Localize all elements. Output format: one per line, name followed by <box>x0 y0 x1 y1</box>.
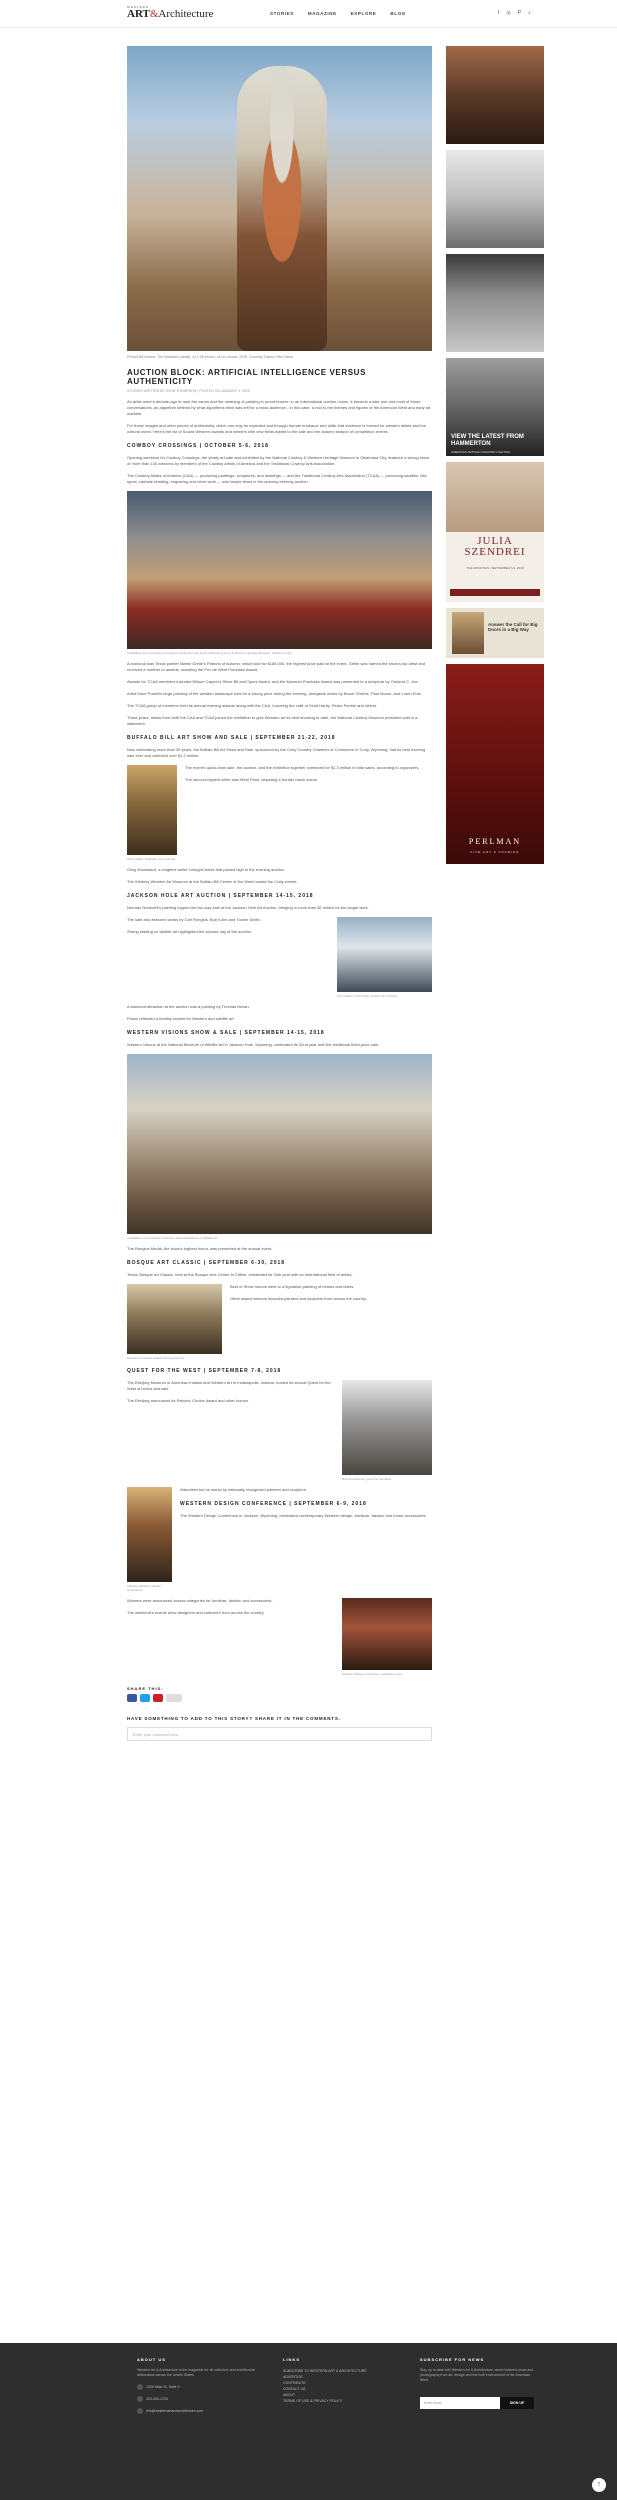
footer-link-contact[interactable]: CONTACT US <box>283 2387 306 2391</box>
footer-link-terms[interactable]: TERMS OF USE & PRIVACY POLICY <box>283 2399 343 2403</box>
post-title: AUCTION BLOCK: ARTIFICIAL INTELLIGENCE VERSUS AUTHENTICITY <box>127 367 366 386</box>
back-to-top-button[interactable] <box>592 2478 606 2492</box>
share-more-button[interactable] <box>166 1694 182 1702</box>
ad-text: Answer the Call for Big Doors in a Big Way <box>488 622 538 632</box>
float-row <box>127 1487 432 1592</box>
footer-link-list <box>283 2368 393 2404</box>
paragraph: The Western Design Conference in Jackson, Wyoming, celebrated contemporary Western design, furniture, fashion and home accessories. <box>180 1512 427 1518</box>
footer-about-text: Western Art & Architecture is the magazine for all collectors and architecture aficionados across the United States. <box>137 2368 255 2377</box>
ad-portrait-image <box>446 462 544 532</box>
logo-right: Architecture <box>158 8 214 20</box>
paragraph: Awards for TCAA members included Wilson Capron's Silver Bit and Spurs Award, and the Museum Purchase Award was presented to a sculpture by Oreland C. Joe. <box>127 678 419 684</box>
section-heading: WESTERN VISIONS SHOW & SALE | SEPTEMBER 14-15, 2018 <box>127 1029 325 1036</box>
sidebar-ad-arrange[interactable] <box>446 254 544 352</box>
footer-heading: LINKS <box>283 2357 300 2362</box>
site-footer <box>0 2343 617 2500</box>
float-text <box>180 1487 432 1592</box>
image-caption: Western Design Conference, installation view. <box>342 1671 403 1676</box>
ad-subtitle: THE MOUNTAIN | SEPTEMBER 6-9, 2018 <box>466 566 524 570</box>
footer-link-contribute[interactable]: CONTRIBUTE <box>283 2381 306 2385</box>
section-heading: BOSQUE ART CLASSIC | SEPTEMBER 6-30, 2018 <box>127 1259 286 1266</box>
hero-figure <box>237 66 327 351</box>
float-text <box>127 1598 334 1676</box>
image-caption: Bosque Art Classic award-winning painting. <box>127 1355 185 1360</box>
sidebar <box>446 46 544 870</box>
footer-link-advertise[interactable]: ADVERTISE <box>283 2375 303 2379</box>
float-text <box>127 1380 334 1481</box>
share-buttons <box>127 1694 432 1702</box>
float-row <box>127 765 432 861</box>
sidebar-ad-hammerton[interactable] <box>446 358 544 456</box>
intro-paragraph: For those images and other pieces of authenticity, which can only be exploited and through human endeavor and skills that evidence is formed for western artists and the cultural worth. Here's the list of Sound Western awards and winners with new fields added to the sale and the autumn season of competition events. <box>127 422 426 434</box>
paragraph: A standout attraction at the auction was a painting by Thomas Moran. <box>127 1003 250 1009</box>
email-icon <box>137 2408 143 2414</box>
footer-newsletter-text: Stay up to date with Western Art & Architecture, which features news and photography from art, design and the built environment of the American West. <box>420 2368 534 2382</box>
facebook-icon[interactable]: f <box>498 10 500 16</box>
post-meta: STORIES WRITTEN BY JOHN THOMPSON | POSTED ON JANUARY 4, 2019 <box>127 388 250 393</box>
paragraph: The second-highest seller was Mehl Paint, depicting a frontier ranch scene. <box>185 776 319 782</box>
sidebar-ad-kitchen[interactable] <box>446 150 544 248</box>
footer-heading: SUBSCRIBE FOR NEWS <box>420 2357 485 2362</box>
newsletter-email-input[interactable]: Enter email <box>420 2397 500 2409</box>
float-image <box>342 1380 432 1481</box>
paragraph: Now celebrating more than 35 years, the Buffalo Bill Art Show and Sale, sponsored by the Cody Country Chamber of Commerce in Cody, Wyoming, had its best evening sale ever and collected over $1.2 million. <box>127 746 426 758</box>
ad-subtitle: FINE ART & FRAMING <box>470 850 520 854</box>
search-icon[interactable]: ⌕ <box>528 10 531 16</box>
footer-newsletter <box>420 2357 540 2409</box>
logo-left: ART <box>127 8 150 20</box>
paragraph: Texas' Bosque Art Classic, held at the Bosque Arts Center in Clifton, celebrated its 34th year with an international field of artists. <box>127 1271 353 1277</box>
ad-artist-last-name: SZENDREI <box>464 546 526 558</box>
ad-perlman-logo: PERLMAN <box>468 837 522 846</box>
site-header <box>0 0 617 28</box>
email-text[interactable]: info@westernartandarchitecture.com <box>146 2409 204 2413</box>
float-text <box>127 917 329 998</box>
float-text <box>185 765 432 861</box>
paragraph: Winners were announced across categories for furniture, fashion and accessories. <box>127 1597 273 1603</box>
image-caption: Installation view of Western Visions, National Museum of Wildlife Art. <box>127 1235 219 1240</box>
share-pinterest-button[interactable] <box>153 1694 163 1702</box>
paragraph: Strong bidding on wildlife art highlighted the second day of the auction. <box>127 928 253 934</box>
float-image <box>337 917 432 998</box>
native-painting-image <box>127 1487 172 1582</box>
article <box>127 46 432 1741</box>
paragraph: The Eiteljorg announced its Patrons' Choice Award and other honors. <box>127 1397 250 1403</box>
phone-icon <box>137 2396 143 2402</box>
cowboy-painting-image <box>127 765 177 855</box>
comment-input[interactable]: Enter your comment here... <box>127 1727 432 1741</box>
paragraph: Artist Dave Powell's large painting of the western landscape sold for a strong price during the evening, alongside works by Bruce Greene, Paul Moore, and Loren Entz. <box>127 690 422 696</box>
float-text <box>230 1284 432 1360</box>
wolf-painting-image <box>337 917 432 992</box>
nav-explore[interactable]: EXPLORE <box>350 11 377 16</box>
sidebar-ad-perlman[interactable] <box>446 664 544 864</box>
address-text: 1020 Main St. Suite 3 <box>146 2385 180 2389</box>
paragraph: A standout was Texas painter Martin Grelle's Patrons of Autumn, which sold for $185,000, the highest price paid at the event. Grelle was named the show's top artist and received a number of awards, including the Prix de West Purchase Award. <box>127 660 426 672</box>
float-row <box>127 917 432 998</box>
share-facebook-button[interactable] <box>127 1694 137 1702</box>
pinterest-icon[interactable]: P <box>517 10 522 16</box>
section-heading: COWBOY CROSSINGS | OCTOBER 5-6, 2018 <box>127 442 269 449</box>
hero-image <box>127 46 432 351</box>
nav-blog[interactable]: BLOG <box>390 11 406 16</box>
design-conference-image <box>342 1598 432 1670</box>
main-nav <box>270 11 406 16</box>
paragraph: The Whitney Western Art Museum at the Buffalo Bill Center of the West hosted the Cody events. <box>127 878 298 884</box>
arrow-up-icon: ↑ <box>597 2481 601 2488</box>
paragraph: The weekend's events drew designers and collectors from across the country. <box>127 1609 265 1615</box>
bronze-sculpture-image <box>342 1380 432 1475</box>
paragraph: Opening weekend for Cowboy Crossings, the yearly art sale and exhibition by the National Cowboy & Western Heritage Museum in Oklahoma City, featured a strong show of more than 140 artworks by members of the Cowboy Artists of America and the Traditional Cowboy Arts Association. <box>127 454 430 466</box>
hero-caption: Pinball-Bill Nelson: The Matriarch (detail). 43 x 36 inches, oil on canvas, 2018. Courtesy Gallery Vital Vision. <box>127 355 295 359</box>
share-twitter-button[interactable] <box>140 1694 150 1702</box>
phone-text[interactable]: 303-443-1234 <box>146 2397 168 2401</box>
logo-main-text <box>127 9 213 20</box>
footer-about <box>137 2357 257 2414</box>
section-heading: QUEST FOR THE WEST | SEPTEMBER 7-8, 2018 <box>127 1367 282 1374</box>
paragraph: Greg Woodward, a longtime seller, brought works that placed high in the evening auction. <box>127 866 286 872</box>
footer-phone <box>137 2396 257 2402</box>
footer-link-subscribe[interactable]: SUBSCRIBE TO WESTERN ART & ARCHITECTURE <box>283 2369 367 2373</box>
paragraph: The Rungius Medal, the show's highest honor, was presented at the annual event. <box>127 1245 273 1251</box>
newsletter-form <box>420 2397 540 2409</box>
float-row <box>127 1598 432 1676</box>
site-logo[interactable] <box>127 5 213 20</box>
float-row <box>127 1380 432 1481</box>
ad-door-image <box>452 612 484 654</box>
paragraph: Attendees bid on works by nationally recognized painters and sculptors. <box>180 1486 307 1492</box>
footer-links <box>283 2357 393 2404</box>
ad-artist-first-name: JULIA <box>477 535 513 547</box>
cowboy-crossings-image <box>127 491 432 649</box>
paragraph: Other award winners included painters and sculptors from across the country. <box>230 1295 367 1301</box>
instagram-icon[interactable]: ◎ <box>506 10 511 16</box>
social-icons <box>498 10 531 16</box>
sidebar-ad-interior[interactable] <box>446 46 544 144</box>
image-caption: Installation view of Cowboy Crossings exhibit and sale at the National Cowboy & Western Heritage Museum, Oklahoma City. <box>127 650 293 655</box>
footer-email <box>137 2408 257 2414</box>
paragraph: Best of Show honors went to a figurative painting of horses and riders. <box>230 1283 355 1289</box>
newsletter-signup-button[interactable]: SIGN UP <box>500 2397 534 2409</box>
image-caption: Kirby Sattler: Nightfall, oil on canvas. <box>127 856 176 861</box>
sidebar-ad-big-doors[interactable] <box>446 608 544 658</box>
sidebar-ad-julia-szendrei[interactable] <box>446 462 544 602</box>
paragraph: Norman Rockwell's painting topped the two-day sale at the Jackson Hole Art Auction, bringing in more than $2 million for the single work. <box>127 904 369 910</box>
paragraph: Three years, artists from both the CAA and TCAA joined the exhibition to give Western art its best showing to date, the National Cowboy Museum president said in a statement. <box>127 714 418 726</box>
share-label: SHARE THIS: <box>127 1685 164 1691</box>
paragraph: The Cowboy Artists of America (CAA) — producing paintings, sculptures, and drawings — and the Traditional Cowboy Arts Association (TCAA) — producing saddles, bits, spurs, rawhide braiding, engraving and silver work — sold ample items in the opening evening auction. <box>127 472 428 484</box>
location-icon <box>137 2384 143 2390</box>
paragraph: Prices reflected a healthy market for Western and wildlife art. <box>127 1015 235 1021</box>
paragraph: The sale also featured works by Carl Rungius, Bob Kuhn and Tucker Smith. <box>127 916 261 922</box>
horses-painting-image <box>127 1284 222 1354</box>
float-image <box>127 1487 172 1592</box>
section-heading: WESTERN DESIGN CONFERENCE | SEPTEMBER 6-9, 2018 <box>180 1500 367 1507</box>
ad-subtitle: AMERICAN ARTISAN CRAFTED LIGHTING <box>451 450 511 454</box>
image-caption: Painting, Western Design Conference. <box>127 1583 161 1592</box>
share-section <box>127 1686 432 1702</box>
float-row <box>127 1284 432 1360</box>
nav-magazine[interactable]: MAGAZINE <box>307 11 337 16</box>
paragraph: Western Visions at the National Museum of Wildlife Art in Jackson Hole, Wyoming, celebrated its 32nd year with the traditional fixed-price sale. <box>127 1041 380 1047</box>
intro-paragraph: An artist used a decade-ago to rank the canon and the meaning of painting in proud bronze: in an international auction house, it became a sale one and most of those conversations, an algorithm defined by what algorithms think was left for a mass audience - in this case, a nod to the themes and figures of the American West and early art markets. <box>127 398 431 416</box>
footer-address <box>137 2384 257 2390</box>
ad-bar <box>450 589 540 596</box>
paragraph: The TCAA group of members held its annual evening awards along with the CAA, honoring the craft of Scott Hardy, Pedro Pedrini and others. <box>127 702 378 708</box>
logo-amp: & <box>149 8 159 20</box>
image-caption: Ken Carlson: Wolf Study (detail), oil on board. <box>337 993 398 998</box>
comment-title: HAVE SOMETHING TO ADD TO THIS STORY? SHARE IT IN THE COMMENTS. <box>127 1715 341 1721</box>
float-image <box>127 765 177 861</box>
footer-link-about[interactable]: ABOUT <box>283 2393 296 2397</box>
logo-top-text: WESTERN <box>127 5 149 9</box>
section-heading: JACKSON HOLE ART AUCTION | SEPTEMBER 14-15, 2018 <box>127 892 314 899</box>
image-caption: Bronze sculpture, Quest for the West. <box>342 1476 392 1481</box>
footer-heading: ABOUT US <box>137 2357 166 2362</box>
paragraph: The event's quick-draw sale, the auction, and the exhibition together combined for $1.3 million in total sales, according to organizers. <box>185 764 420 770</box>
float-image <box>127 1284 222 1360</box>
western-visions-image <box>127 1054 432 1234</box>
float-image <box>342 1598 432 1676</box>
section-heading: BUFFALO BILL ART SHOW AND SALE | SEPTEMBER 21-22, 2018 <box>127 734 336 741</box>
ad-title: VIEW THE LATEST FROM HAMMERTON <box>451 434 524 447</box>
paragraph: The Eiteljorg Museum of American Indians and Western Art in Indianapolis, Indiana, hosted its annual Quest for the West art show and sale. <box>127 1379 331 1391</box>
nav-stories[interactable]: STORIES <box>270 11 294 16</box>
ad-artist-name <box>446 536 544 558</box>
